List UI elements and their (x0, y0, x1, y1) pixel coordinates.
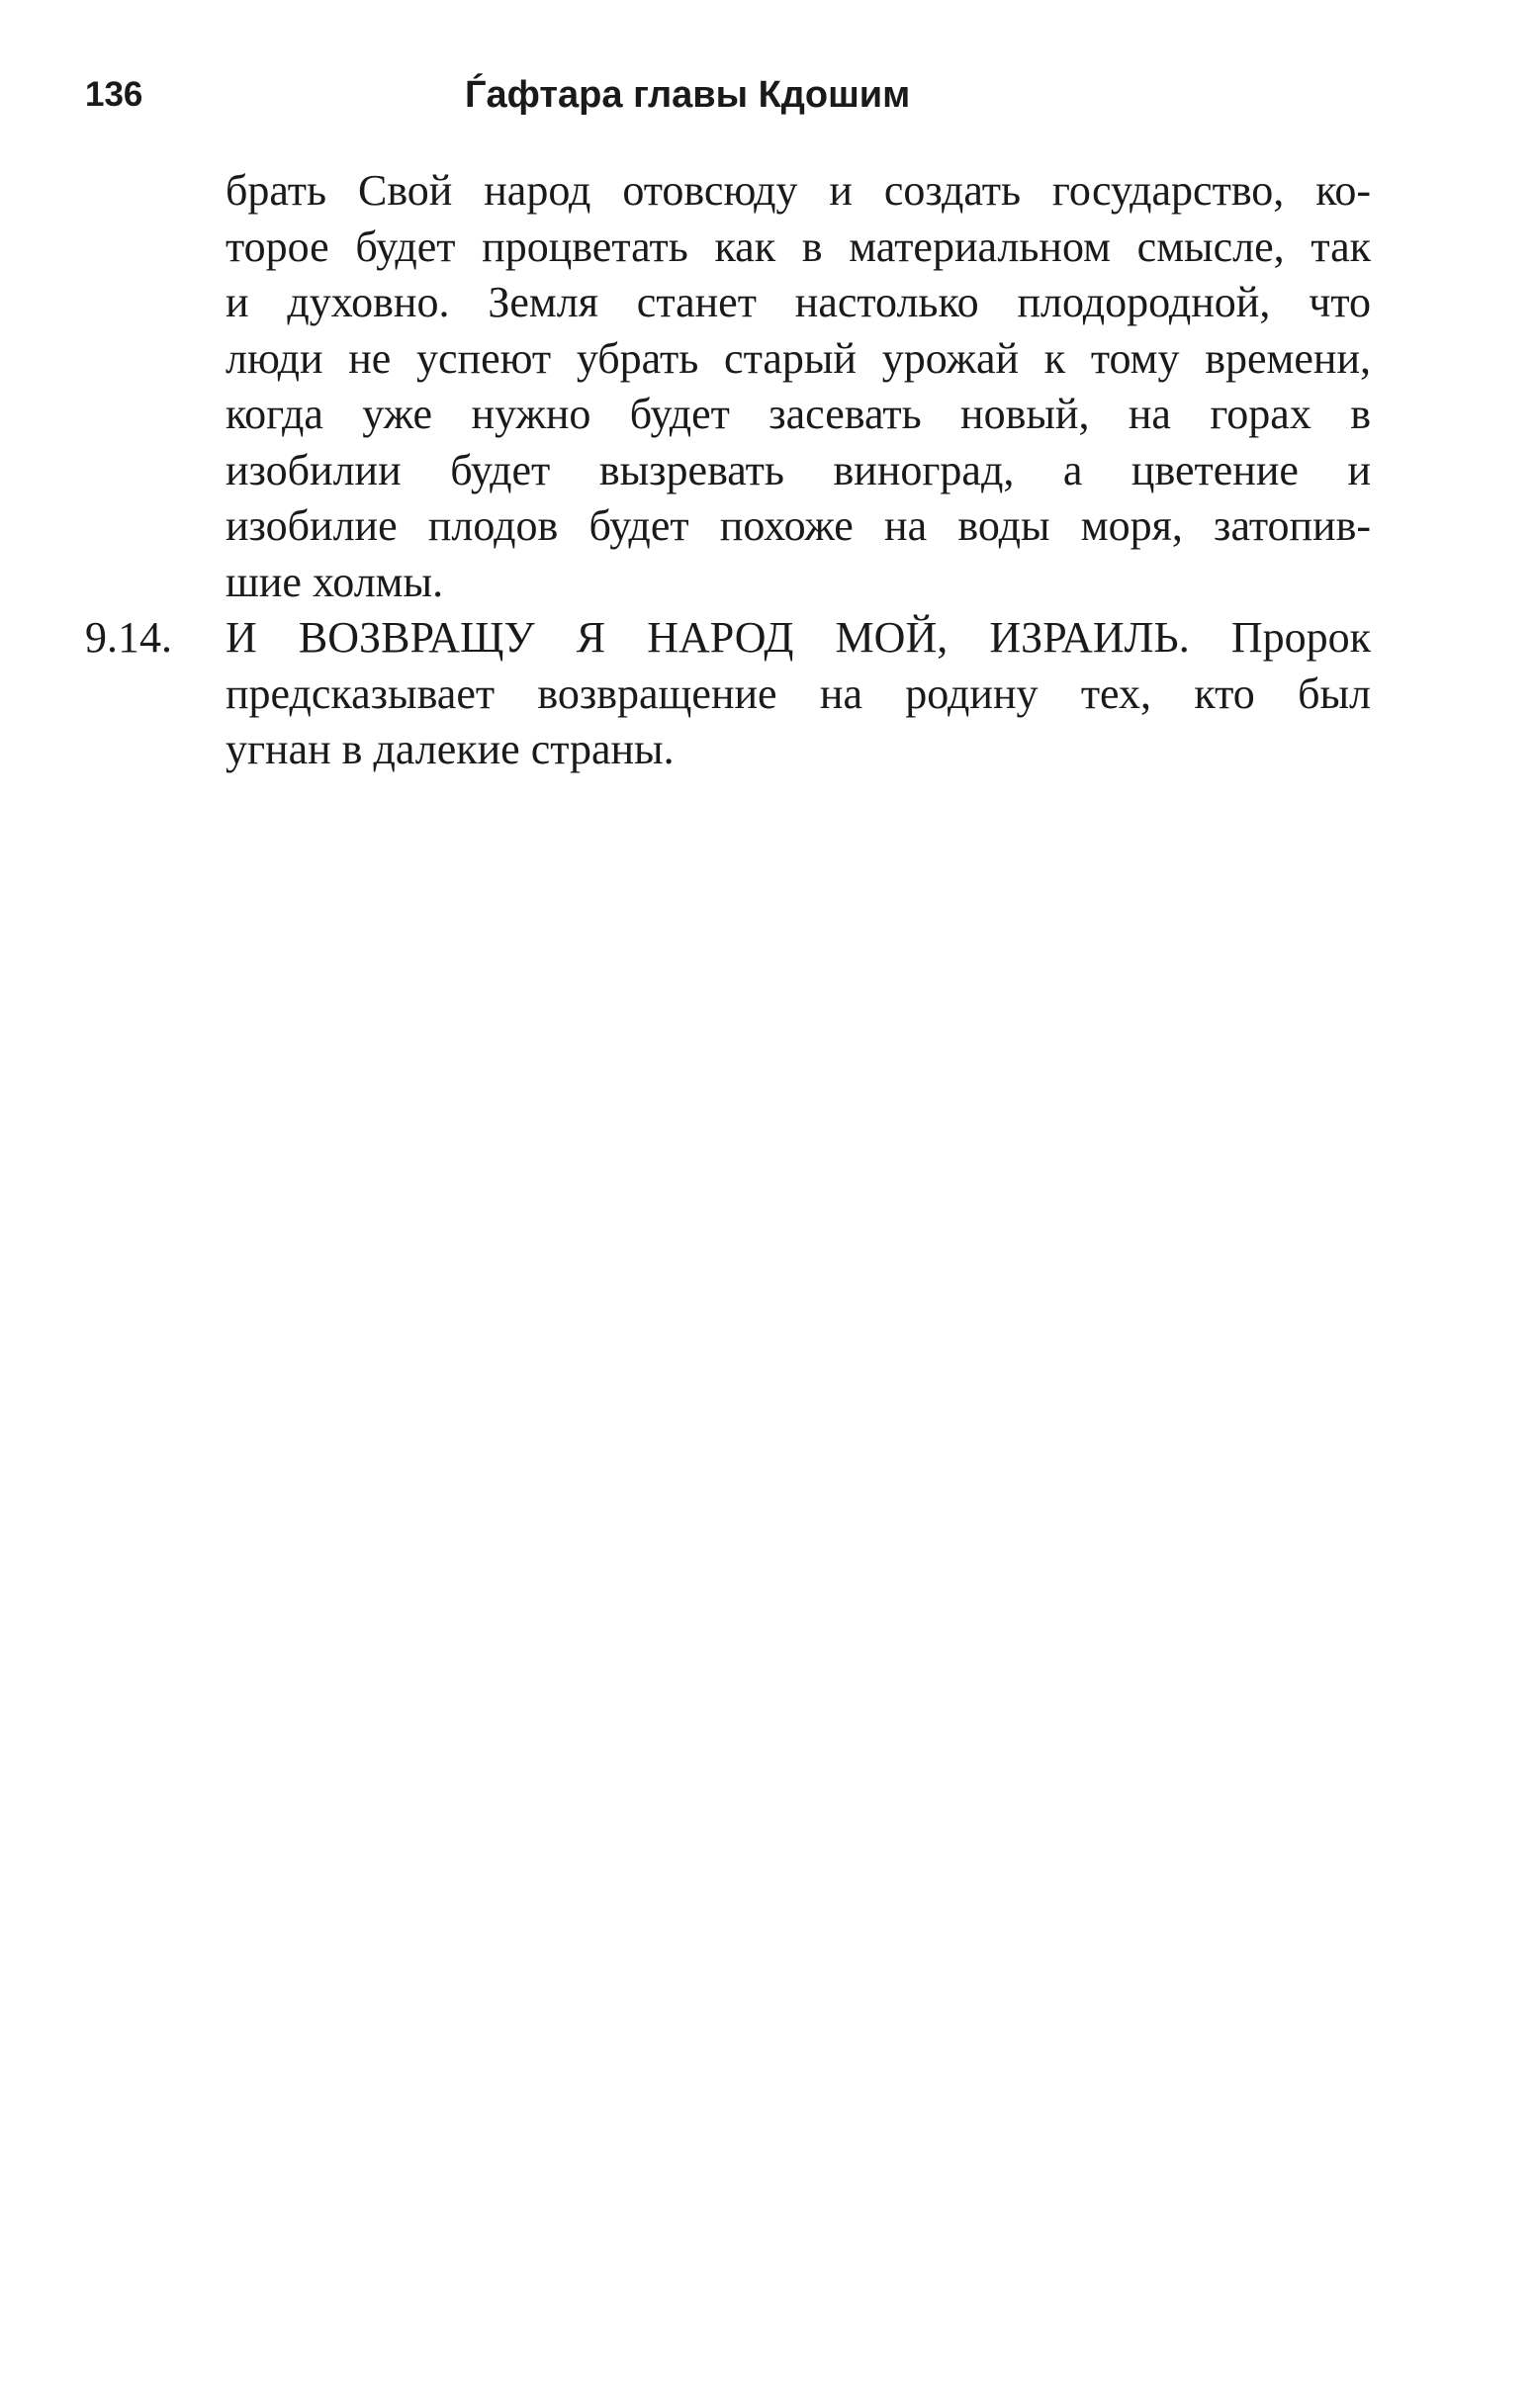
text-line: когда уже нужно будет засевать новый, на горах в (226, 390, 1371, 438)
paragraph-continuation (226, 163, 1371, 610)
verse-commentary (85, 610, 1371, 778)
verse-number: 9.14. (85, 613, 172, 662)
text-line: предсказывает возвращение на родину тех, кто был (226, 669, 1371, 718)
body-text (85, 163, 1371, 778)
running-title: Ѓафтара главы Кдошим (465, 74, 911, 116)
text-line: изобилие плодов будет похоже на воды моря, затопив- (226, 501, 1371, 550)
page-header (85, 65, 1371, 125)
text-line: и духовно. Земля станет настолько плодородной, что (226, 278, 1371, 326)
text-line: брать Свой народ отовсюду и создать государство, ко- (226, 166, 1371, 215)
text-line: торое будет процветать как в материальном смысле, так (226, 222, 1371, 271)
text-line: изобилии будет вызревать виноград, а цветение и (226, 445, 1371, 494)
text-line: угнан в далекие страны. (226, 725, 675, 773)
text-line: И ВОЗВРАЩУ Я НАРОД МОЙ, ИЗРАИЛЬ. Пророк (226, 613, 1371, 662)
text-line: шие холмы. (226, 557, 444, 606)
page-number: 136 (85, 75, 143, 114)
text-line: люди не успеют убрать старый урожай к тому времени, (226, 333, 1371, 383)
